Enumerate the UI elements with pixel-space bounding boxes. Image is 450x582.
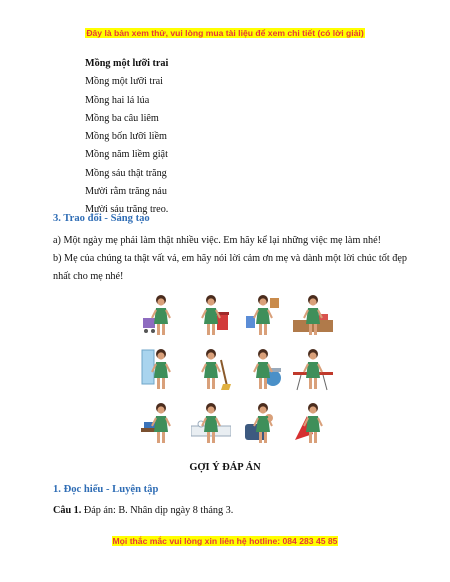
answer-1 xyxy=(53,505,233,516)
caring-baby-illustration xyxy=(243,400,283,446)
bags-illustration xyxy=(243,292,283,338)
poem-line: Mồng sáu thật trăng xyxy=(85,167,167,179)
washing-dishes-illustration xyxy=(191,400,231,446)
hotline-banner xyxy=(0,536,450,546)
question-a: a) Một ngày mẹ phải làm thật nhiều việc. Em hãy kể lại những việc mẹ làm nhé! xyxy=(53,235,382,246)
preview-banner-text: Đây là bản xem thử, vui lòng mua tài liệu để xem chi tiết (có lời giải) xyxy=(86,28,364,38)
studying-illustration xyxy=(141,400,181,446)
answers-title: GỢI Ý ĐÁP ÁN xyxy=(189,462,261,473)
poem-title: Mồng một lưỡi trai xyxy=(85,58,169,69)
poem-line: Mồng ba câu liêm xyxy=(85,112,159,124)
hotline-banner-text: Mọi thắc mắc vui lòng xin liên hệ hotline: 084 283 45 85 xyxy=(112,536,338,546)
answer-1-label: Câu 1. xyxy=(53,505,82,516)
poem xyxy=(85,55,168,220)
chores-illustrations xyxy=(133,290,333,445)
poem-line: Mồng bốn lưỡi liềm xyxy=(85,131,167,143)
shopping-illustration xyxy=(141,292,181,338)
laundry-illustration xyxy=(243,346,283,392)
sweeping-illustration xyxy=(191,346,231,392)
ironing-illustration xyxy=(293,346,333,392)
recycling-illustration xyxy=(191,292,231,338)
question-b: b) Mẹ của chúng ta thật vất vả, em hãy nói lời cảm ơn mẹ và dành một lời chúc tốt đẹp nhất cho mẹ nhé! xyxy=(53,253,407,282)
preview-banner xyxy=(0,28,450,38)
answer-1-text: Đáp án: B. Nhân dịp ngày 8 tháng 3. xyxy=(83,505,234,516)
poem-line: Mồng hai lá lúa xyxy=(85,94,150,106)
section-1-heading: 1. Đọc hiểu - Luyện tập xyxy=(53,484,159,495)
poem-line: Mồng một lưỡi trai xyxy=(85,76,163,88)
window-cleaning-illustration xyxy=(141,346,181,392)
superhero-illustration xyxy=(293,400,333,446)
cooking-illustration xyxy=(293,292,333,338)
poem-line: Mười sáu trăng treo. xyxy=(85,204,169,216)
poem-line: Mồng năm liềm giật xyxy=(85,149,168,161)
poem-line: Mười rằm trăng náu xyxy=(85,186,167,198)
section-3-heading: 3. Trao đổi - Sáng tạo xyxy=(53,213,150,224)
